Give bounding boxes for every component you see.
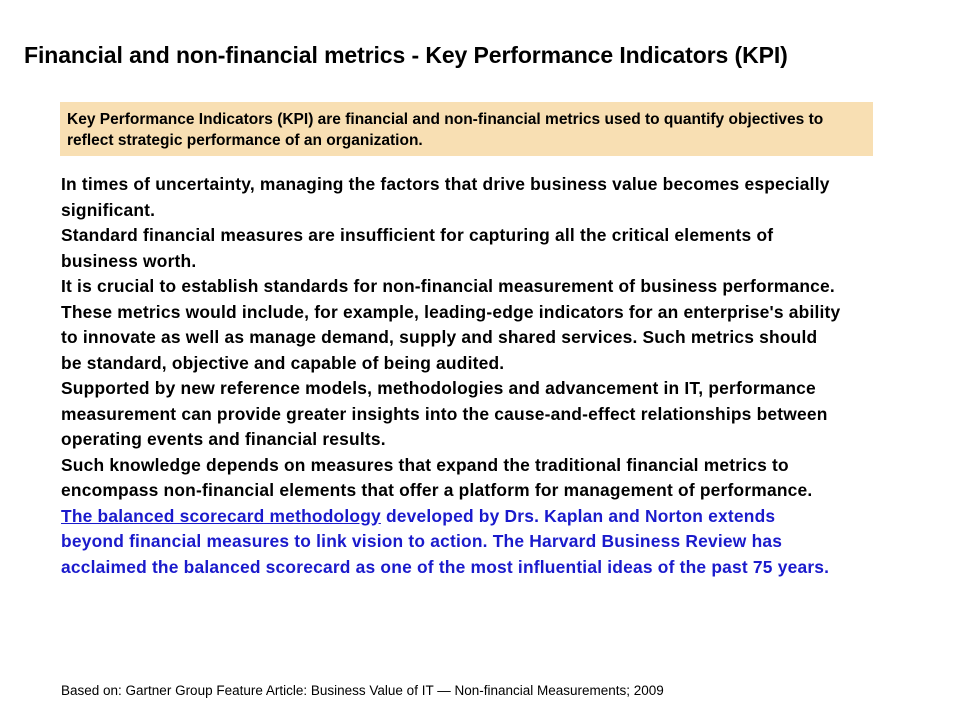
paragraph-uncertainty: In times of uncertainty, managing the factors that drive business value becomes especially significant.	[61, 174, 830, 220]
balanced-scorecard-text: developed by Drs. Kaplan and Norton extends beyond financial measures to link vision to action. The Harvard Business Review has acclaimed the balanced scorecard as one of the most influential ideas of the past 75 years.	[61, 505, 830, 577]
source-note: Based on: Gartner Group Feature Article: Business Value of IT — Non-financial Measurements; 2009	[61, 683, 664, 698]
body-text	[61, 172, 841, 580]
paragraph-reference-models: Supported by new reference models, methodologies and advancement in IT, performance measurement can provide greater insights into the cause-and-effect relationships between operating events and financial results.	[61, 378, 828, 449]
paragraph-knowledge-measures: Such knowledge depends on measures that expand the traditional financial metrics to encompass non-financial elements that offer a platform for management of performance.	[61, 454, 813, 500]
paragraph-leading-indicators: These metrics would include, for example, leading-edge indicators for an enterprise's ability to innovate as well as manage demand, supply and shared services. Such metrics should be standard, objective and capable of being audited.	[61, 301, 841, 373]
kpi-definition-box: Key Performance Indicators (KPI) are financial and non-financial metrics used to quantify objectives to reflect strategic performance of an organization.	[60, 102, 873, 156]
paragraph-financial-measures: Standard financial measures are insufficient for capturing all the critical elements of business worth.	[61, 225, 774, 271]
paragraph-balanced-scorecard	[61, 504, 841, 581]
slide-title: Financial and non-financial metrics - Key Performance Indicators (KPI)	[24, 42, 788, 68]
paragraph-non-financial-standards: It is crucial to establish standards for non-financial measurement of business performance.	[61, 276, 835, 296]
balanced-scorecard-link[interactable]: The balanced scorecard methodology	[61, 505, 381, 526]
